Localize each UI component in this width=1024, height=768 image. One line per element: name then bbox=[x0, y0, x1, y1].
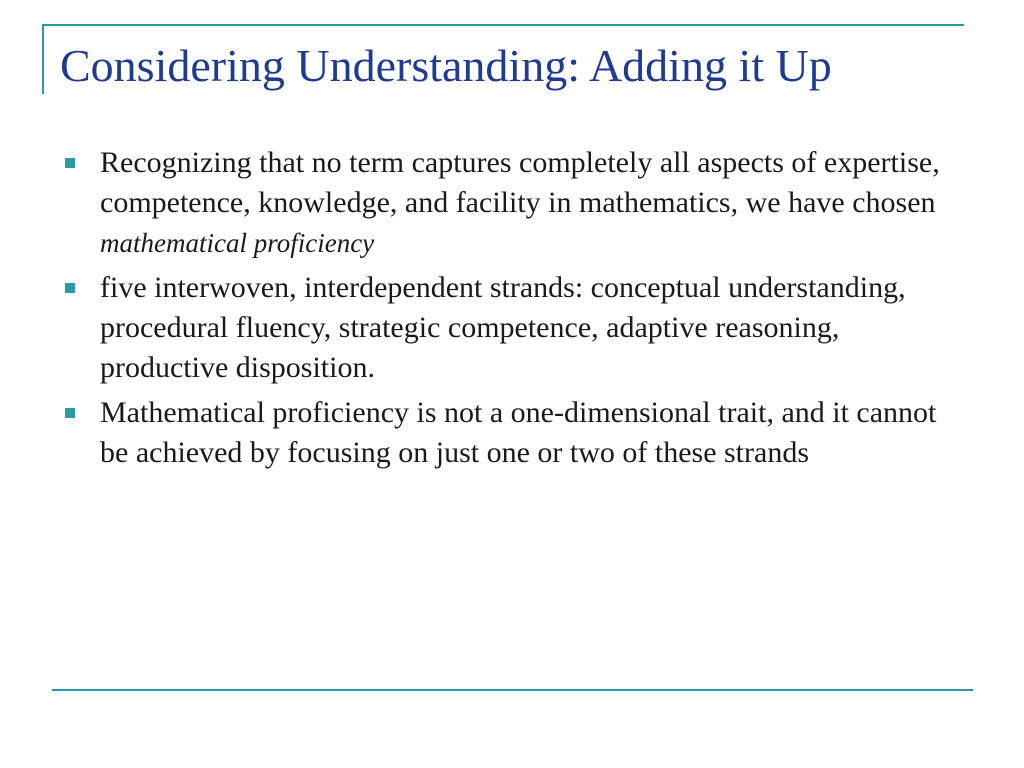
bullet-text-2: five interwoven, interdependent strands: conceptual understanding, procedural fluency, strategic competence, adaptive reasoning, productive disposition. bbox=[100, 271, 906, 384]
square-bullet-icon bbox=[65, 408, 75, 418]
bullet-list bbox=[60, 143, 970, 478]
bullet-text-1: Recognizing that no term captures completely all aspects of expertise, competence, knowledge, and facility in mathematics, we have chosen bbox=[100, 146, 940, 219]
square-bullet-icon bbox=[65, 158, 75, 168]
bullet-emphasis-1: mathematical proficiency bbox=[100, 228, 375, 258]
slide-title: Considering Understanding: Adding it Up bbox=[60, 40, 832, 91]
bullet-item-1 bbox=[60, 143, 970, 263]
title-frame-vertical-rule bbox=[42, 24, 44, 94]
title-frame-horizontal-rule bbox=[42, 24, 964, 26]
bullet-text-3: Mathematical proficiency is not a one-dimensional trait, and it cannot be achieved by focusing on just one or two of these strands bbox=[100, 396, 937, 469]
bullet-item-3 bbox=[60, 393, 970, 473]
square-bullet-icon bbox=[65, 283, 75, 293]
bullet-item-2 bbox=[60, 268, 970, 388]
footer-divider bbox=[52, 689, 973, 691]
